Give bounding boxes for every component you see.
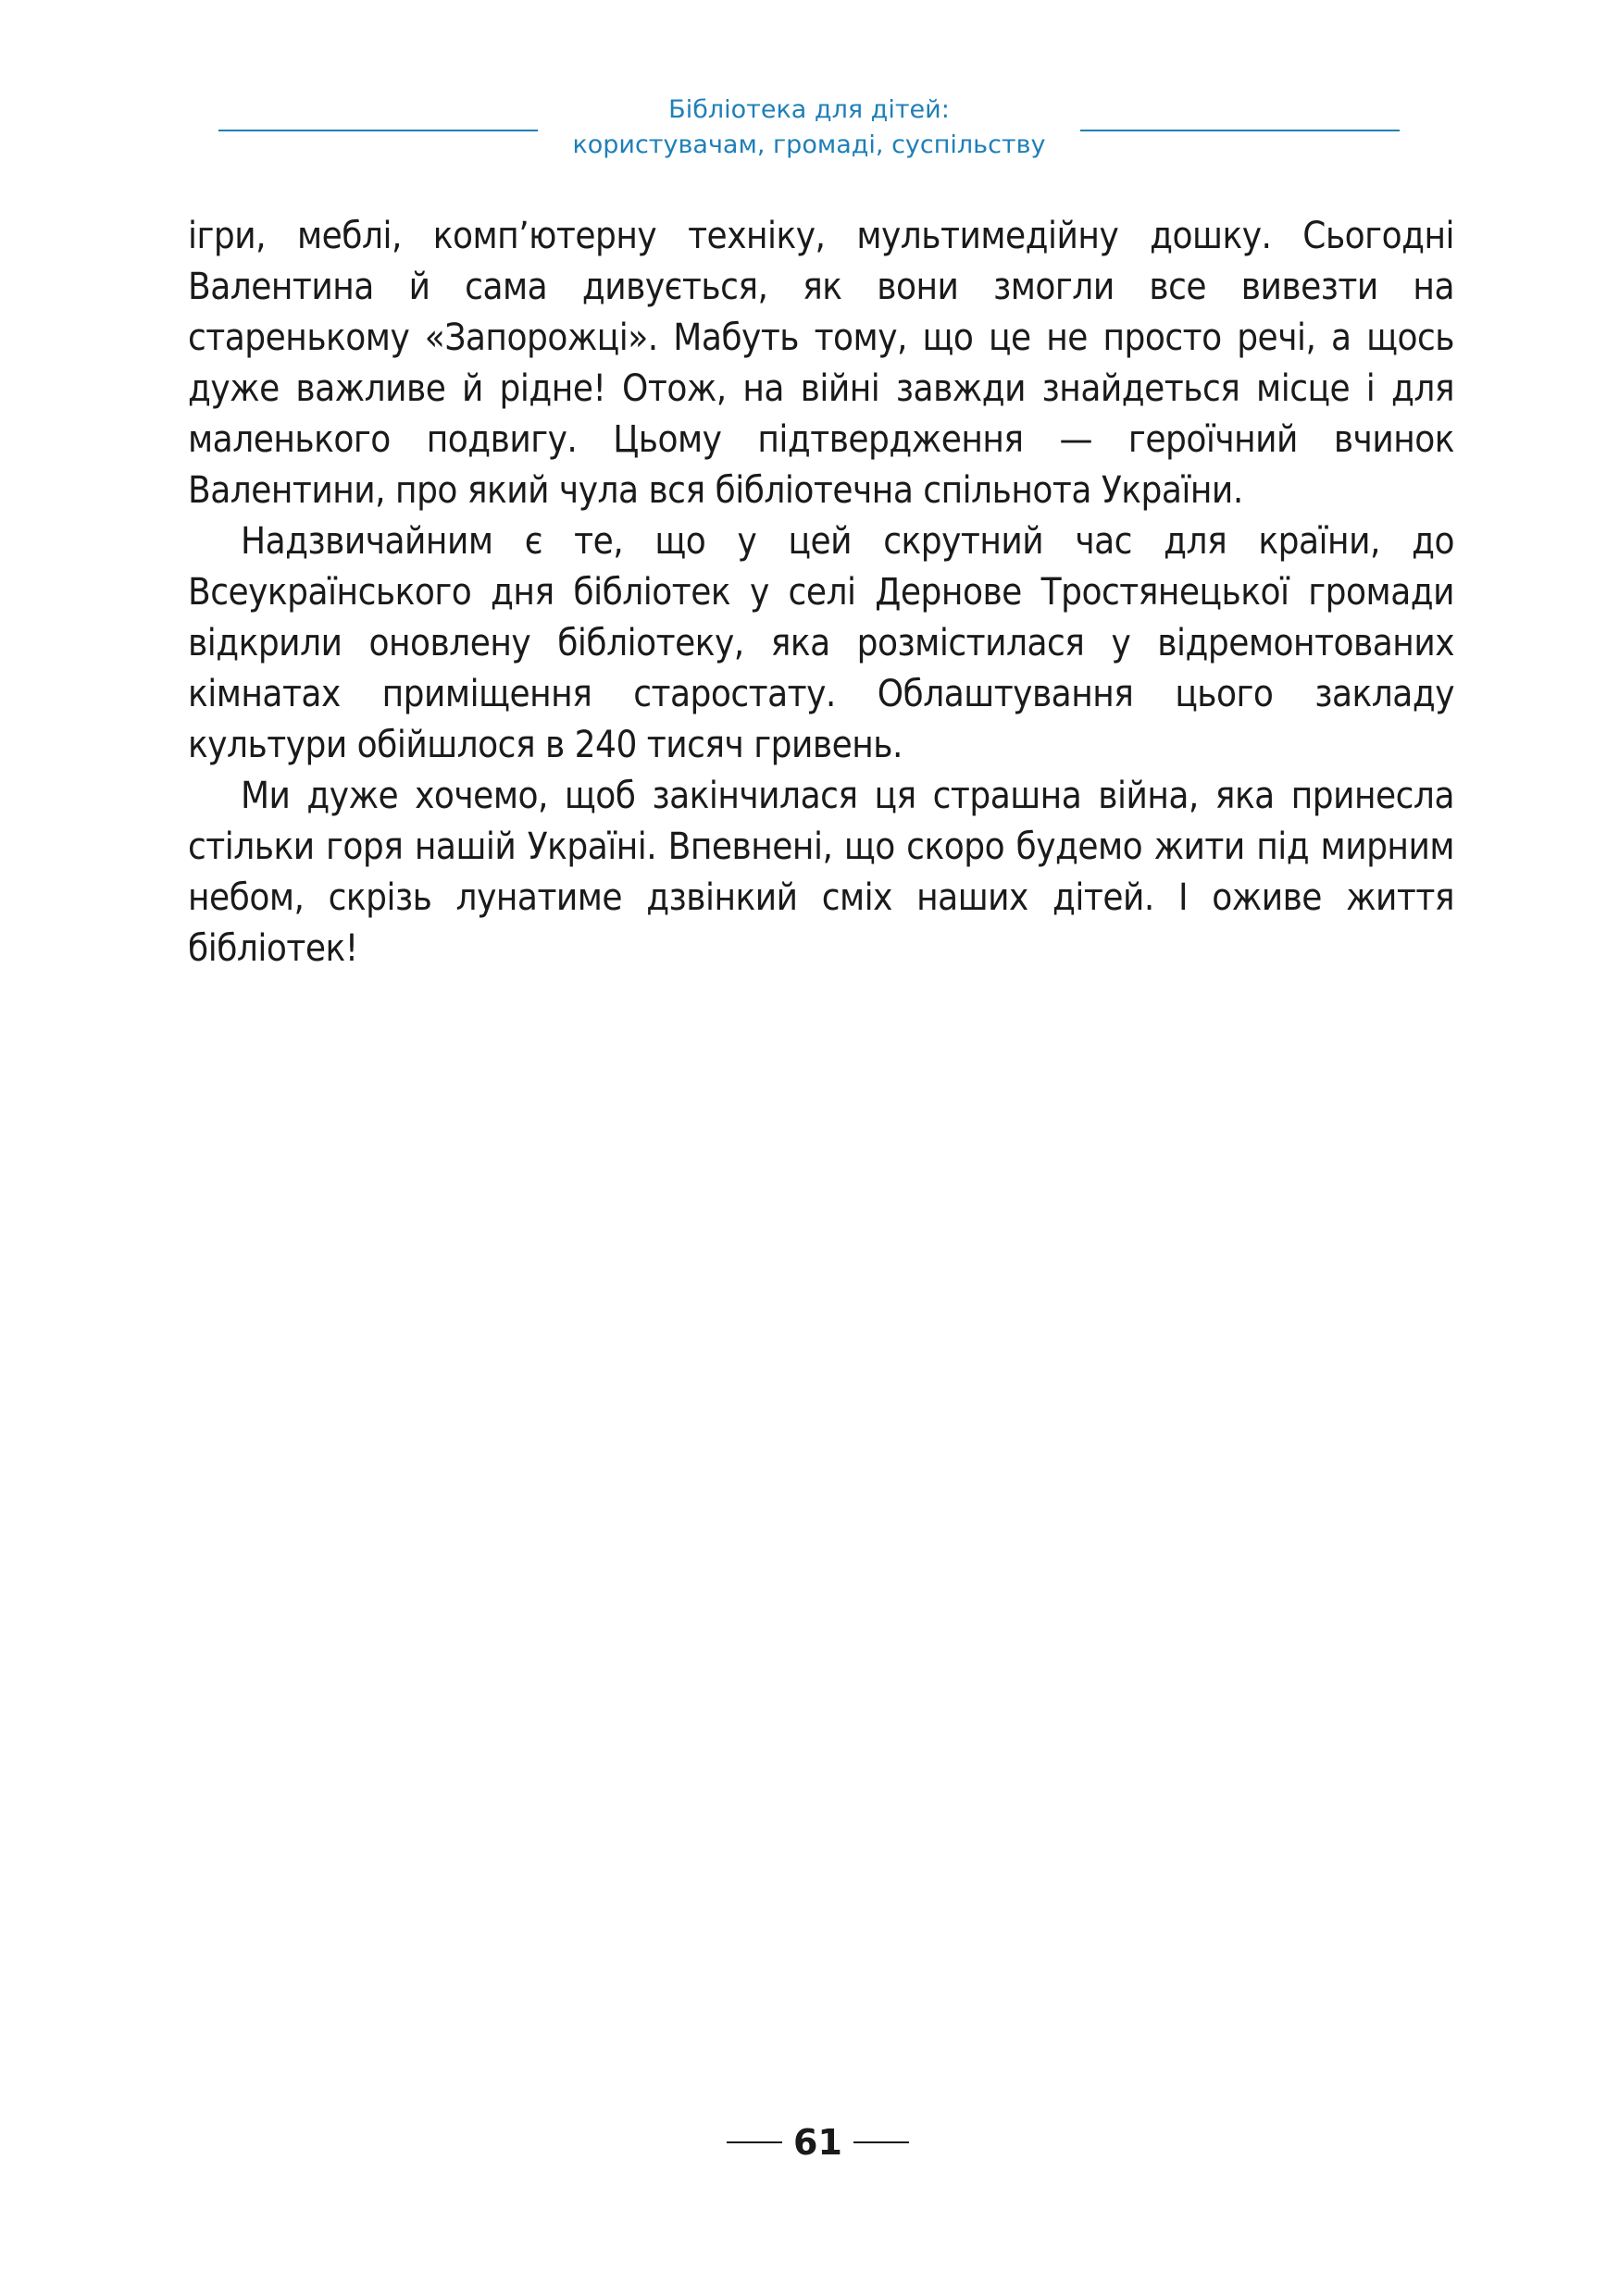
header-rule-right [1080, 130, 1400, 131]
header-rule-left [218, 130, 538, 131]
page-footer [0, 2119, 1619, 2166]
header-title-line1: Бібліотека для дітей: [668, 95, 950, 124]
footer-rule-right [853, 2141, 909, 2143]
header-title-line2: користувачам, громаді, суспільству [572, 130, 1046, 159]
running-header [0, 93, 1619, 176]
paragraph: Ми дуже хочемо, щоб закінчилася ця страшна війна, яка принесла стільки горя нашій Україні. Впевнені, що скоро будемо жити під мирним небом, скрізь лунатиме дзвінкий сміх наших дітей. І оживе життя бібліотек! [188, 775, 1454, 970]
paragraph: Надзвичайним є те, що у цей скрутний час для країни, до Всеукраїнського дня бібліотек у селі Дернове Тростянецької громади відкрили оновлену бібліотеку, яка розмістилася у відремонтованих кімнатах приміщення старостату. Облаштування цього закладу культури обійшлося в 240 тисяч гривень. [188, 520, 1454, 766]
page-number: 61 [793, 2122, 842, 2163]
footer-rule-left [727, 2141, 782, 2143]
header-title [538, 93, 1080, 163]
main-text [188, 211, 1454, 974]
paragraph-continued: ігри, меблі, комп’ютерну техніку, мультимедійну дошку. Сьогодні Валентина й сама дивується, як вони змогли все вивезти на старенькому «Запорожці». Мабуть тому, що це не просто речі, а щось дуже важливе й рідне! Отож, на війні завжди знайдеться місце і для маленького подвигу. Цьому підтвердження — героїчний вчинок Валентини, про який чула вся бібліотечна спільнота України. [188, 215, 1454, 512]
